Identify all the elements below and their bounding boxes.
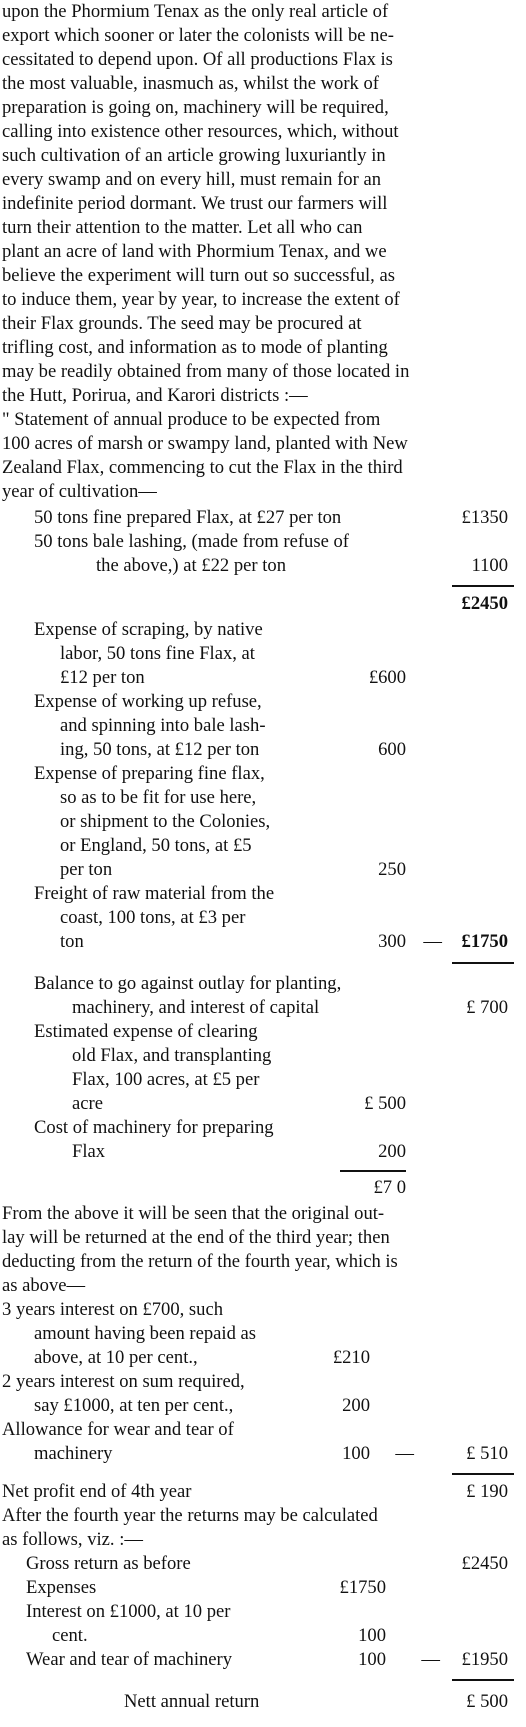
expense-item: Expense of scraping, by native xyxy=(34,619,263,640)
text-line: plant an acre of land with Phormium Tenax, and we xyxy=(2,241,387,262)
text-line: 100 acres of marsh or swampy land, planted with New xyxy=(2,433,408,454)
deductions-total: £ 510 xyxy=(466,1443,508,1464)
expense-item: ing, 50 tons, at £12 per ton xyxy=(60,739,260,760)
sum-rule xyxy=(452,585,514,587)
expense-item: Expense of preparing fine flax, xyxy=(34,763,265,784)
expense-amount: 250 xyxy=(378,859,406,880)
expense-item: and spinning into bale lash- xyxy=(60,715,266,736)
deduction-item: amount having been repaid as xyxy=(34,1323,257,1344)
text-line: the most valuable, inasmuch as, whilst the work of xyxy=(2,73,379,94)
balance-item: Balance to go against outlay for planting, xyxy=(34,973,342,994)
text-line: turn their attention to the matter. Let all who can xyxy=(2,217,363,238)
later-item: Expenses xyxy=(26,1577,97,1598)
balance-item: Flax xyxy=(72,1141,106,1162)
balance-amount: £ 700 xyxy=(466,997,508,1018)
later-item: Interest on £1000, at 10 per xyxy=(26,1601,231,1622)
text-line: calling into existence other resources, which, without xyxy=(2,121,399,142)
text-line: After the fourth year the returns may be calculated xyxy=(2,1505,378,1526)
text-line: export which sooner or later the colonists will be ne- xyxy=(2,25,394,46)
balance-item: machinery, and interest of capital xyxy=(72,997,320,1018)
expense-item: ton xyxy=(60,931,84,952)
produce-total: £2450 xyxy=(461,593,508,614)
dash: — xyxy=(423,931,442,952)
text-line: From the above it will be seen that the original out- xyxy=(2,1203,385,1224)
sum-rule xyxy=(452,1679,514,1681)
balance-total: £7 0 xyxy=(373,1177,406,1198)
net-profit-amount: £ 190 xyxy=(466,1481,508,1502)
text-line: preparation is going on, machinery will be required, xyxy=(2,97,389,118)
deduction-item: 3 years interest on £700, such xyxy=(2,1299,224,1320)
produce-amount: £1350 xyxy=(461,507,508,528)
deduction-item: say £1000, at ten per cent., xyxy=(34,1395,234,1416)
balance-item: Cost of machinery for preparing xyxy=(34,1117,274,1138)
text-line: as above— xyxy=(2,1275,86,1296)
dash: — xyxy=(395,1443,414,1464)
later-item: Wear and tear of machinery xyxy=(26,1649,233,1670)
text-line: deducting from the return of the fourth year, which is xyxy=(2,1251,398,1272)
expense-amount: £600 xyxy=(368,667,406,688)
text-line: " Statement of annual produce to be expected from xyxy=(2,409,381,430)
produce-item: 50 tons bale lashing, (made from refuse of xyxy=(34,531,349,552)
sum-rule xyxy=(452,1473,514,1475)
deduction-item: above, at 10 per cent., xyxy=(34,1347,198,1368)
text-line: the Hutt, Porirua, and Karori districts :— xyxy=(2,385,308,406)
text-line: such cultivation of an article growing luxuriantly in xyxy=(2,145,386,166)
sum-rule xyxy=(340,1170,406,1172)
expense-item: or England, 50 tons, at £5 xyxy=(60,835,252,856)
expenses-total: £1750 xyxy=(461,931,508,952)
text-line: their Flax grounds. The seed may be procured at xyxy=(2,313,362,334)
expense-amount: 600 xyxy=(378,739,406,760)
deduction-item: machinery xyxy=(34,1443,113,1464)
later-amount: 100 xyxy=(358,1625,386,1646)
text-line: Zealand Flax, commencing to cut the Flax in the third xyxy=(2,457,403,478)
text-line: indefinite period dormant. We trust our farmers will xyxy=(2,193,388,214)
text-line: to induce them, year by year, to increase the extent of xyxy=(2,289,400,310)
text-line: believe the experiment will turn out so successful, as xyxy=(2,265,395,286)
later-total: £1950 xyxy=(461,1649,508,1670)
balance-item: Flax, 100 acres, at £5 per xyxy=(72,1069,260,1090)
later-amount: 100 xyxy=(358,1649,386,1670)
later-amount: £2450 xyxy=(461,1553,508,1574)
produce-item: the above,) at £22 per ton xyxy=(96,555,287,576)
net-profit-label: Net profit end of 4th year xyxy=(2,1481,192,1502)
deduction-item: Allowance for wear and tear of xyxy=(2,1419,234,1440)
balance-item: Estimated expense of clearing xyxy=(34,1021,258,1042)
deduction-item: 2 years interest on sum required, xyxy=(2,1371,245,1392)
later-amount: £1750 xyxy=(339,1577,386,1598)
deduction-amount: 200 xyxy=(342,1395,370,1416)
nett-annual-label: Nett annual return xyxy=(124,1691,260,1712)
text-line: lay will be returned at the end of the third year; then xyxy=(2,1227,390,1248)
expense-item: so as to be fit for use here, xyxy=(60,787,257,808)
expense-item: coast, 100 tons, at £3 per xyxy=(60,907,246,928)
sum-rule xyxy=(452,962,514,964)
expense-item: per ton xyxy=(60,859,113,880)
text-line: cessitated to depend upon. Of all productions Flax is xyxy=(2,49,393,70)
balance-amount: 200 xyxy=(378,1141,406,1162)
expense-item: £12 per ton xyxy=(60,667,145,688)
dash: — xyxy=(421,1649,440,1670)
text-line: may be readily obtained from many of those located in xyxy=(2,361,410,382)
nett-annual-amount: £ 500 xyxy=(466,1691,508,1712)
later-item: cent. xyxy=(52,1625,88,1646)
balance-item: old Flax, and transplanting xyxy=(72,1045,272,1066)
expense-item: labor, 50 tons fine Flax, at xyxy=(60,643,255,664)
produce-item: 50 tons fine prepared Flax, at £27 per ton xyxy=(34,507,342,528)
later-item: Gross return as before xyxy=(26,1553,191,1574)
text-line: upon the Phormium Tenax as the only real article of xyxy=(2,1,389,22)
expense-item: Freight of raw material from the xyxy=(34,883,275,904)
balance-amount: £ 500 xyxy=(364,1093,406,1114)
expense-amount: 300 xyxy=(378,931,406,952)
produce-amount: 1100 xyxy=(471,555,508,576)
text-line: year of cultivation— xyxy=(2,481,157,502)
expense-item: or shipment to the Colonies, xyxy=(60,811,271,832)
deduction-amount: £210 xyxy=(332,1347,370,1368)
text-line: every swamp and on every hill, must remain for an xyxy=(2,169,381,190)
expense-item: Expense of working up refuse, xyxy=(34,691,262,712)
text-line: as follows, viz. :— xyxy=(2,1529,143,1550)
deduction-amount: 100 xyxy=(342,1443,370,1464)
balance-item: acre xyxy=(72,1093,103,1114)
text-line: trifling cost, and information as to mode of planting xyxy=(2,337,388,358)
